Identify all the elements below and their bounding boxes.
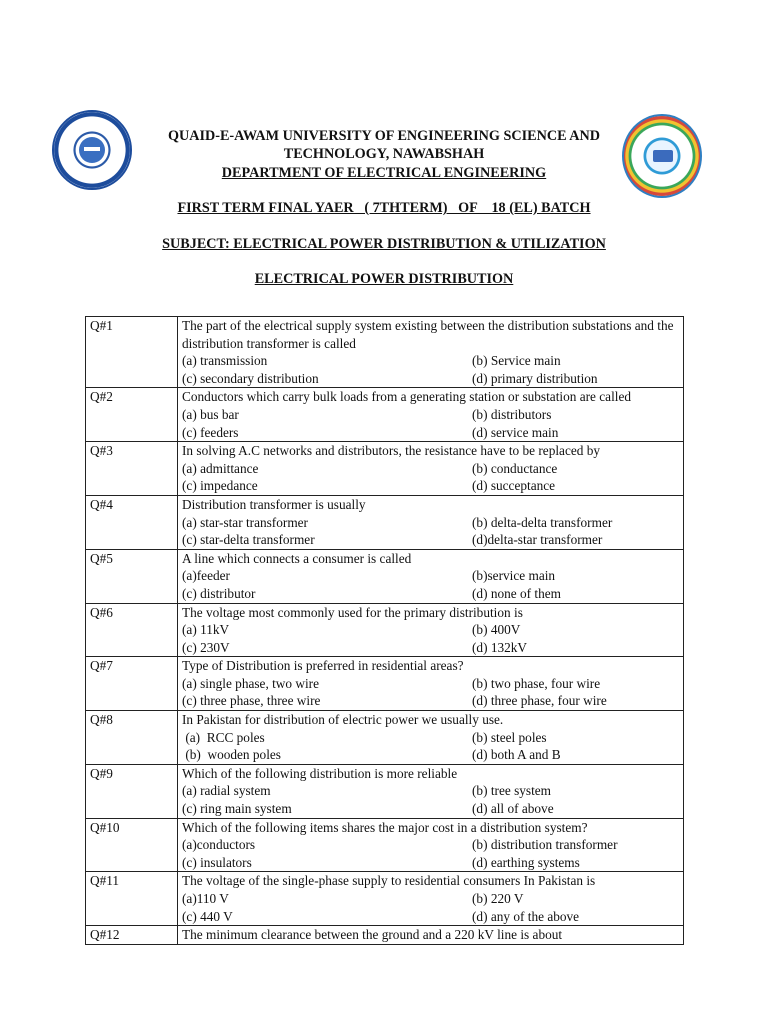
answer-options [182,621,683,656]
question-number: Q#4 [86,495,178,549]
answer-options [182,352,683,387]
question-text: Distribution transformer is usually [182,496,366,512]
answer-option: (d) none of them [472,585,561,601]
answer-option: (a) single phase, two wire [182,675,319,691]
answer-option: (d) all of above [472,801,554,817]
question-text: The part of the electrical supply system existing between the distribution substations and the distribution transformer is called [182,318,674,351]
answer-option: (b) distribution transformer [472,837,618,853]
answer-options [182,406,683,441]
question-number: Q#2 [86,388,178,442]
answer-options [182,890,683,925]
question-text: In Pakistan for distribution of electric power we usually use. [182,712,504,728]
answer-option: (a) bus bar [182,406,239,422]
question-text: A line which connects a consumer is called [182,550,412,566]
answer-option: (c) 440 V [182,908,233,924]
answer-option: (a) radial system [182,783,271,799]
question-number: Q#10 [86,818,178,872]
questions-table [85,316,684,945]
answer-options [182,514,683,549]
question-row [86,872,684,926]
answer-option: (b)service main [472,568,556,584]
answer-option: (d) both A and B [472,747,561,763]
question-text: Which of the following distribution is more reliable [182,765,458,781]
question-cell [178,495,684,549]
answer-option: (d) three phase, four wire [472,693,607,709]
answer-option: (b) two phase, four wire [472,675,601,691]
answer-option: (b) Service main [472,353,561,369]
answer-option: (d)delta-star transformer [472,532,603,548]
answer-option: (c) three phase, three wire [182,693,321,709]
question-row [86,317,684,388]
answer-option: (c) impedance [182,478,258,494]
question-number: Q#1 [86,317,178,388]
answer-option: (c) secondary distribution [182,370,319,386]
question-cell [178,872,684,926]
answer-options [182,675,683,710]
answer-option: (b) 400V [472,622,521,638]
answer-option: (a)110 V [182,891,229,906]
question-number: Q#6 [86,603,178,657]
answer-option: (b) distributors [472,406,552,422]
answer-option: (b) delta-delta transformer [472,514,613,530]
answer-option: (a)feeder [182,568,230,584]
university-name-line2: TECHNOLOGY, NAWABSHAH [283,146,485,162]
question-cell [178,388,684,442]
section-title-text: ELECTRICAL POWER DISTRIBUTION [254,271,514,287]
question-number: Q#12 [86,926,178,945]
answer-option: (a) transmission [182,353,268,369]
answer-options [182,782,683,817]
question-row [86,495,684,549]
answer-option: (d) primary distribution [472,370,598,386]
department-title-text: DEPARTMENT OF ELECTRICAL ENGINEERING [221,165,547,181]
question-cell [178,926,684,945]
answer-option: (b) tree system [472,783,552,799]
answer-option: (b) steel poles [472,729,547,745]
question-number: Q#7 [86,657,178,711]
question-text: The minimum clearance between the ground and a 220 kV line is about [182,927,563,943]
question-text: The voltage of the single-phase supply to residential consumers In Pakistan is [182,873,596,889]
answer-option: (d) 132kV [472,639,528,655]
answer-options [182,836,683,871]
question-row [86,711,684,765]
question-text: In solving A.C networks and distributors, the resistance have to be replaced by [182,443,601,459]
university-seal-logo [52,110,132,190]
section-title [130,271,638,288]
answer-option: (c) feeders [182,424,239,440]
question-cell [178,711,684,765]
department-title [130,165,638,182]
question-row [86,657,684,711]
question-number: Q#8 [86,711,178,765]
question-row [86,764,684,818]
question-cell [178,603,684,657]
answer-option: (c) ring main system [182,801,292,817]
answer-option: (d) earthing systems [472,854,580,870]
question-text: Which of the following items shares the major cost in a distribution system? [182,819,588,835]
answer-option: (d) succeptance [472,478,556,494]
answer-option: (a) star-star transformer [182,514,308,530]
question-cell [178,764,684,818]
answer-option: (c) distributor [182,585,256,601]
subject-title [130,236,638,253]
university-name-line1: QUAID-E-AWAM UNIVERSITY OF ENGINEERING SCIENCE AND [167,128,601,144]
question-row [86,603,684,657]
question-cell [178,818,684,872]
question-row [86,388,684,442]
question-cell [178,549,684,603]
question-row [86,549,684,603]
answer-option: (d) service main [472,424,559,440]
question-number: Q#9 [86,764,178,818]
answer-option: (c) insulators [182,854,252,870]
answer-option: (a) admittance [182,460,259,476]
question-number: Q#11 [86,872,178,926]
answer-option: (b) conductance [472,460,558,476]
answer-option: (a)conductors [182,837,256,853]
answer-option: (a) 11kV [182,622,230,638]
answer-option: (b) 220 V [472,891,524,906]
answer-option: (c) 230V [182,639,230,655]
answer-options [182,460,683,495]
question-row [86,818,684,872]
question-text: The voltage most commonly used for the primary distribution is [182,604,523,620]
answer-option: (d) any of the above [472,908,580,924]
term-title-text: FIRST TERM FINAL YAER ( 7THTERM) OF 18 (EL) BATCH [177,200,591,216]
question-number: Q#3 [86,442,178,496]
question-row [86,926,684,945]
question-text: Type of Distribution is preferred in residential areas? [182,658,464,674]
term-title [130,200,638,217]
question-cell [178,657,684,711]
question-row [86,442,684,496]
answer-option: (a) RCC poles [182,729,265,745]
answer-option: (b) wooden poles [182,747,281,763]
subject-title-text: SUBJECT: ELECTRICAL POWER DISTRIBUTION & UTILIZATION [162,236,606,252]
question-cell [178,317,684,388]
question-number: Q#5 [86,549,178,603]
answer-option: (c) star-delta transformer [182,532,315,548]
answer-options [182,567,683,602]
question-text: Conductors which carry bulk loads from a generating station or substation are called [182,389,632,405]
answer-options [182,729,683,764]
question-cell [178,442,684,496]
